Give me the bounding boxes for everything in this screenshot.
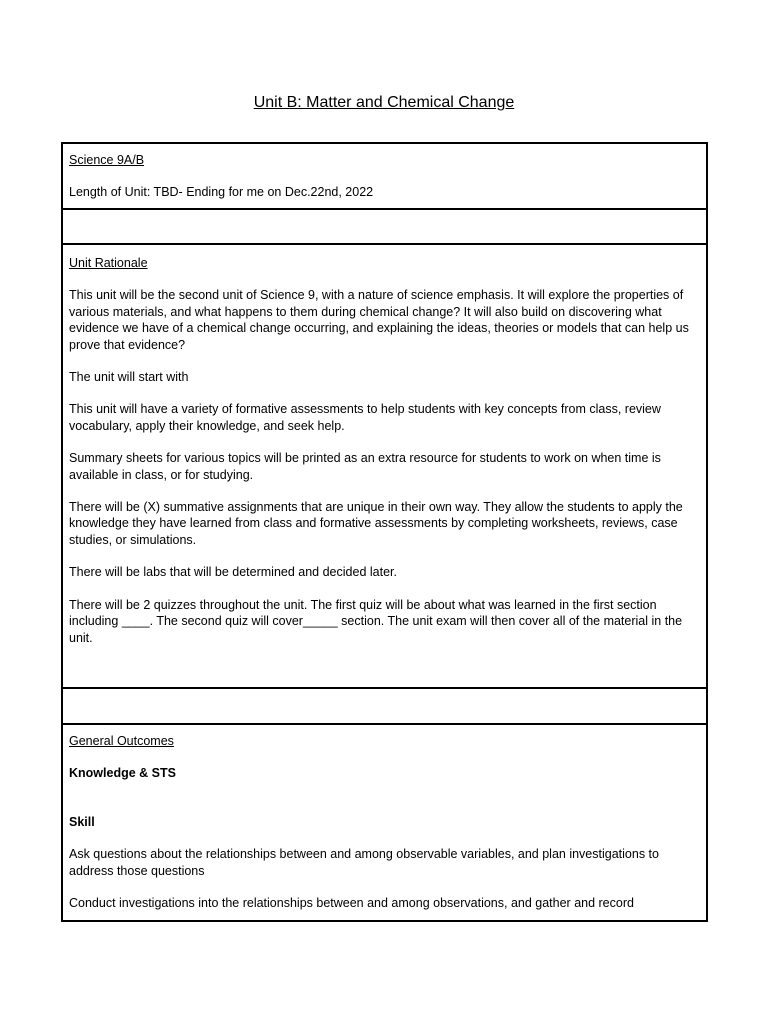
outcome-paragraph: Conduct investigations into the relationships between and among observations, and gather and record [69,896,634,911]
rationale-paragraph: This unit will be the second unit of Science 9, with a nature of science emphasis. It will explore the properties of various materials, and what happens to them during chemical change? It will also build on discovering what evidence we have of a chemical change occurring, and explaining the ideas, theories or models that can help us prove that evidence? [69,288,689,352]
knowledge-sts-heading: Knowledge & STS [69,766,176,781]
rationale-paragraph: There will be labs that will be determined and decided later. [69,565,397,580]
rationale-paragraph: There will be (X) summative assignments that are unique in their own way. They allow the students to apply the knowledge they have learned from class and formative assessments by completing worksheets, reviews, case studies, or simulations. [69,500,683,547]
outcome-paragraph: Ask questions about the relationships between and among observable variables, and plan investigations to address those questions [69,847,659,878]
empty-row [63,689,706,725]
empty-row [63,210,706,245]
page-title: Unit B: Matter and Chemical Change [253,94,515,111]
unit-rationale-cell [63,245,706,689]
rationale-heading: Unit Rationale [69,256,148,270]
skill-heading: Skill [69,814,95,829]
unit-info-cell [63,144,706,210]
course-name: Science 9A/B [69,153,145,167]
outcomes-heading: General Outcomes [69,734,174,748]
rationale-paragraph: Summary sheets for various topics will be printed as an extra resource for students to work on when time is available in class, or for studying. [69,451,661,482]
general-outcomes-cell [63,725,706,922]
rationale-paragraph: There will be 2 quizzes throughout the unit. The first quiz will be about what was learned in the first section including ____. The second quiz will cover_____ section. The unit exam will then cover all of the material in the unit. [69,597,683,645]
rationale-paragraph: The unit will start with [69,370,189,385]
unit-plan-table [61,142,708,922]
unit-length: Length of Unit: TBD- Ending for me on Dec.22nd, 2022 [69,185,374,200]
rationale-paragraph: This unit will have a variety of formative assessments to help students with key concepts from class, review vocabulary, apply their knowledge, and seek help. [69,402,661,433]
